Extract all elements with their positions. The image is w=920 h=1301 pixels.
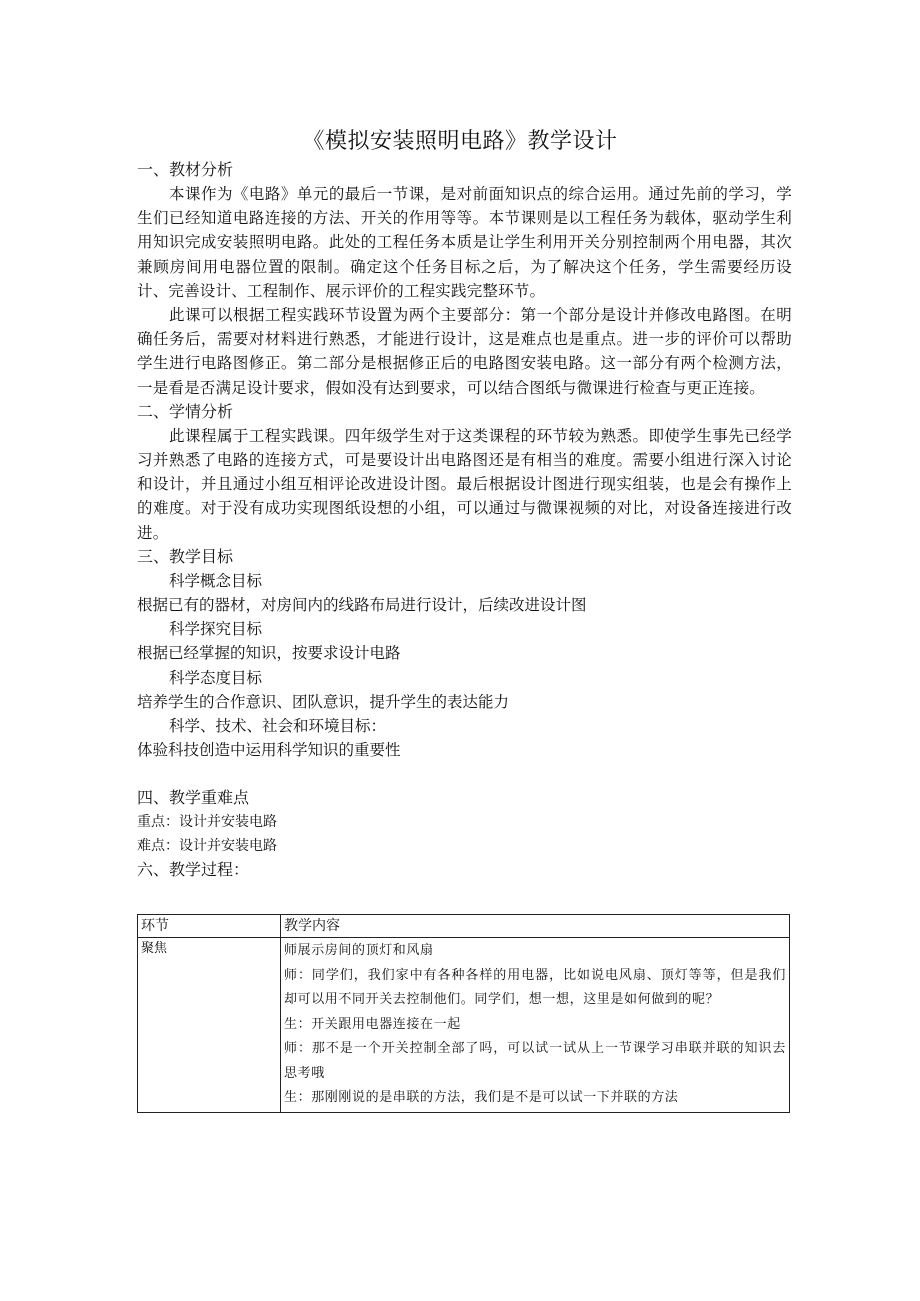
dialogue-line: 师：同学们，我们家中有各种各样的用电器，比如说电风扇、顶灯等等，但是我们却可以用不同开关去控制他们。同学们，想一想，这里是如何做到的呢？ bbox=[284, 967, 786, 1007]
key-point: 重点：设计并安装电路 bbox=[137, 814, 277, 831]
table-header-row bbox=[138, 915, 790, 938]
goal-text: 培养学生的合作意识、团队意识，提升学生的表达能力 bbox=[137, 692, 510, 711]
section-heading-students: 二、学情分析 bbox=[137, 401, 234, 421]
table-cell-stage: 聚焦 bbox=[138, 938, 281, 1113]
table-cell-content bbox=[281, 938, 790, 1113]
table-header-stage: 环节 bbox=[138, 915, 281, 938]
goal-text: 体验科技创造中运用科学知识的重要性 bbox=[137, 741, 401, 760]
paragraph: 此课程属于工程实践课。四年级学生对于这类课程的环节较为熟悉。即使学生事先已经学习并熟悉了电路的连接方式，可是要设计出电路图还是有相当的难度。需要小组进行深入讨论和设计，并且通过小组互相评论改进设计图。最后根据设计图进行现实组装，也是会有操作上的难度。对于没有成功实现图纸设想的小组，可以通过与微课视频的对比，对设备连接进行改进。 bbox=[137, 426, 792, 542]
table-header-content: 教学内容 bbox=[281, 915, 790, 938]
paragraph: 本课作为《电路》单元的最后一节课，是对前面知识点的综合运用。通过先前的学习，学生们已经知道电路连接的方法、开关的作用等等。本节课则是以工程任务为载体，驱动学生利用知识完成安装照明电路。此处的工程任务本质是让学生利用开关分别控制两个用电器，其次兼顾房间用电器位置的限制。确定这个任务目标之后，为了解决这个任务，学生需要经历设计、完善设计、工程制作、展示评价的工程实践完整环节。 bbox=[137, 185, 792, 300]
dialogue-line: 师：那不是一个开关控制全部了吗，可以试一试从上一节课学习串联并联的知识去思考哦 bbox=[284, 1041, 786, 1081]
goal-title: 科学概念目标 bbox=[169, 571, 263, 590]
teaching-process-table bbox=[137, 914, 790, 1113]
goal-title: 科学态度目标 bbox=[169, 668, 263, 687]
table-row bbox=[138, 938, 790, 1113]
difficult-point: 难点：设计并安装电路 bbox=[137, 838, 277, 855]
goal-title: 科学、技术、社会和环境目标： bbox=[169, 717, 387, 736]
goal-text: 根据已经掌握的知识，按要求设计电路 bbox=[137, 644, 401, 663]
goal-title: 科学探究目标 bbox=[169, 620, 263, 639]
document-body bbox=[137, 158, 792, 882]
paragraph: 此课可以根据工程实践环节设置为两个主要部分：第一个部分是设计并修改电路图。在明确任务后，需要对材料进行熟悉，才能进行设计，这是难点也是重点。进一步的评价可以帮助学生进行电路图修正。第二部分是根据修正后的电路图安装电路。这一部分有两个检测方法，一是看是否满足设计要求，假如没有达到要求，可以结合图纸与微课进行检查与更正连接。 bbox=[137, 306, 792, 397]
goal-text: 根据已有的器材，对房间内的线路布局进行设计，后续改进设计图 bbox=[137, 596, 587, 615]
section-heading-key-points: 四、教学重难点 bbox=[137, 788, 250, 808]
dialogue-line: 生：那刚刚说的是串联的方法，我们是不是可以试一下并联的方法 bbox=[284, 1090, 679, 1105]
dialogue-line: 生：开关跟用电器连接在一起 bbox=[284, 1016, 461, 1032]
section-heading-goals: 三、教学目标 bbox=[137, 546, 234, 566]
document-title: 《模拟安装照明电路》教学设计 bbox=[302, 129, 618, 154]
dialogue-line: 师展示房间的顶灯和风扇 bbox=[284, 943, 434, 958]
section-heading-process: 六、教学过程： bbox=[137, 860, 250, 880]
section-heading-materials: 一、教材分析 bbox=[137, 160, 234, 179]
